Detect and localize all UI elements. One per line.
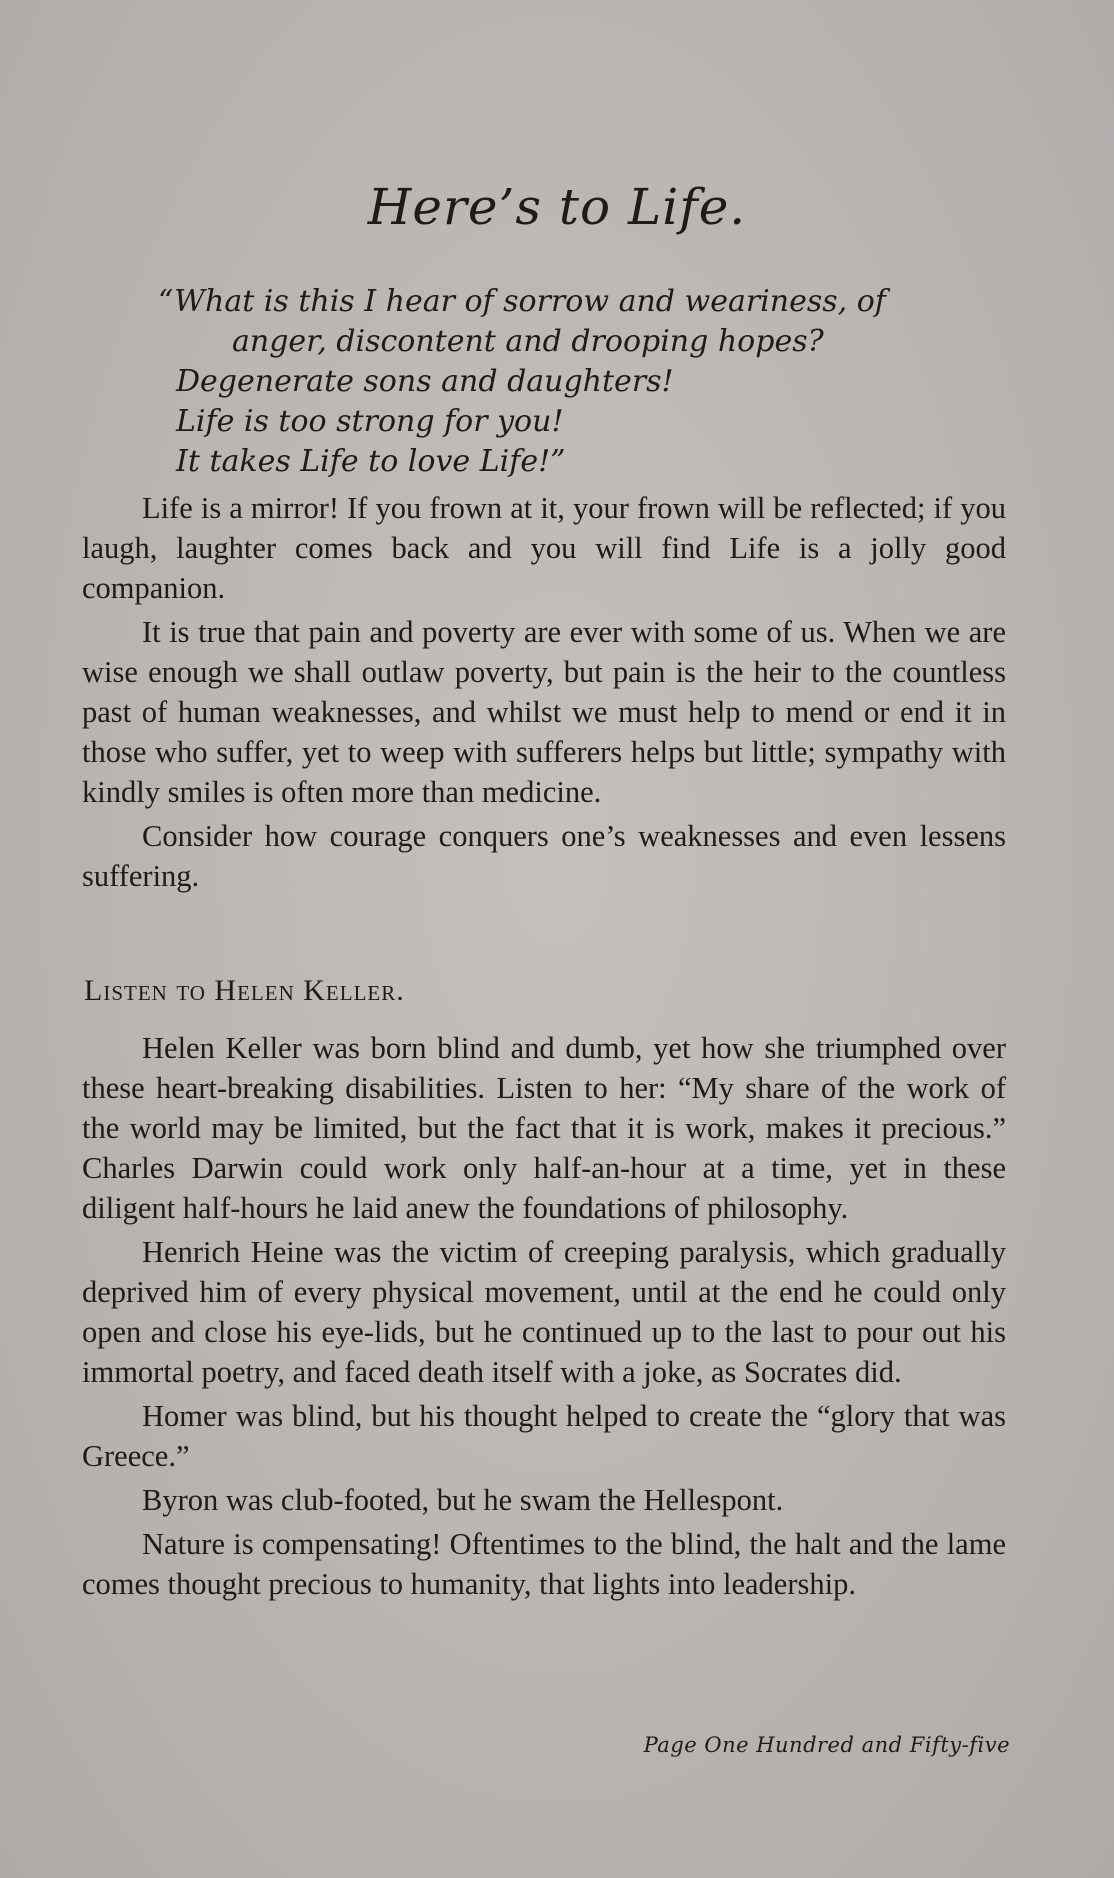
paragraph: It is true that pain and poverty are ever with some of us. When we are wise enough we shall outlaw poverty, but pain is the heir to the countless past of human weaknesses, and whilst we must help to mend or end it in those who suffer, yet to weep with sufferers helps but little; sympathy with kindly smiles is often more than medicine.	[82, 615, 1006, 809]
verse-line: “What is this I hear of sorrow and weariness, of	[158, 284, 886, 319]
verse-line: anger, discontent and drooping hopes?	[232, 324, 824, 359]
paragraph: Consider how courage conquers one’s weaknesses and even lessens suffering.	[82, 819, 1006, 893]
verse-line: Degenerate sons and daughters!	[176, 364, 674, 399]
paragraph: Helen Keller was born blind and dumb, yet how she triumphed over these heart-breaking disabilities. Listen to her: “My share of the work of the world may be limited, but the fact that it is work, makes it precious.” Charles Darwin could work only half-an-hour at a time, yet in these diligent half-hours he laid anew the foundations of philosophy.	[82, 1031, 1006, 1225]
paragraph: Byron was club-footed, but he swam the Hellespont.	[142, 1483, 784, 1517]
section-heading: Listen to Helen Keller.	[84, 974, 405, 1007]
page-number-footer: Page One Hundred and Fifty-five	[643, 1733, 1010, 1757]
paragraph: Nature is compensating! Oftentimes to the blind, the halt and the lame comes thought precious to humanity, that lights into leadership.	[82, 1527, 1006, 1601]
page-title: Here’s to Life.	[367, 178, 747, 236]
section-helen-keller	[82, 1028, 1006, 1608]
verse-line: It takes Life to love Life!”	[176, 444, 566, 479]
paragraph: Homer was blind, but his thought helped to create the “glory that was Greece.”	[82, 1399, 1006, 1473]
paragraph: Henrich Heine was the victim of creeping paralysis, which gradually deprived him of every physical movement, until at the end he could only open and close his eye-lids, but he continued up to the last to pour out his immortal poetry, and faced death itself with a joke, as Socrates did.	[82, 1235, 1006, 1389]
section-intro	[82, 488, 1006, 900]
paragraph: Life is a mirror! If you frown at it, your frown will be reflected; if you laugh, laughter comes back and you will find Life is a jolly good companion.	[82, 491, 1006, 605]
epigraph-verse	[150, 282, 1010, 482]
verse-line: Life is too strong for you!	[176, 404, 564, 439]
